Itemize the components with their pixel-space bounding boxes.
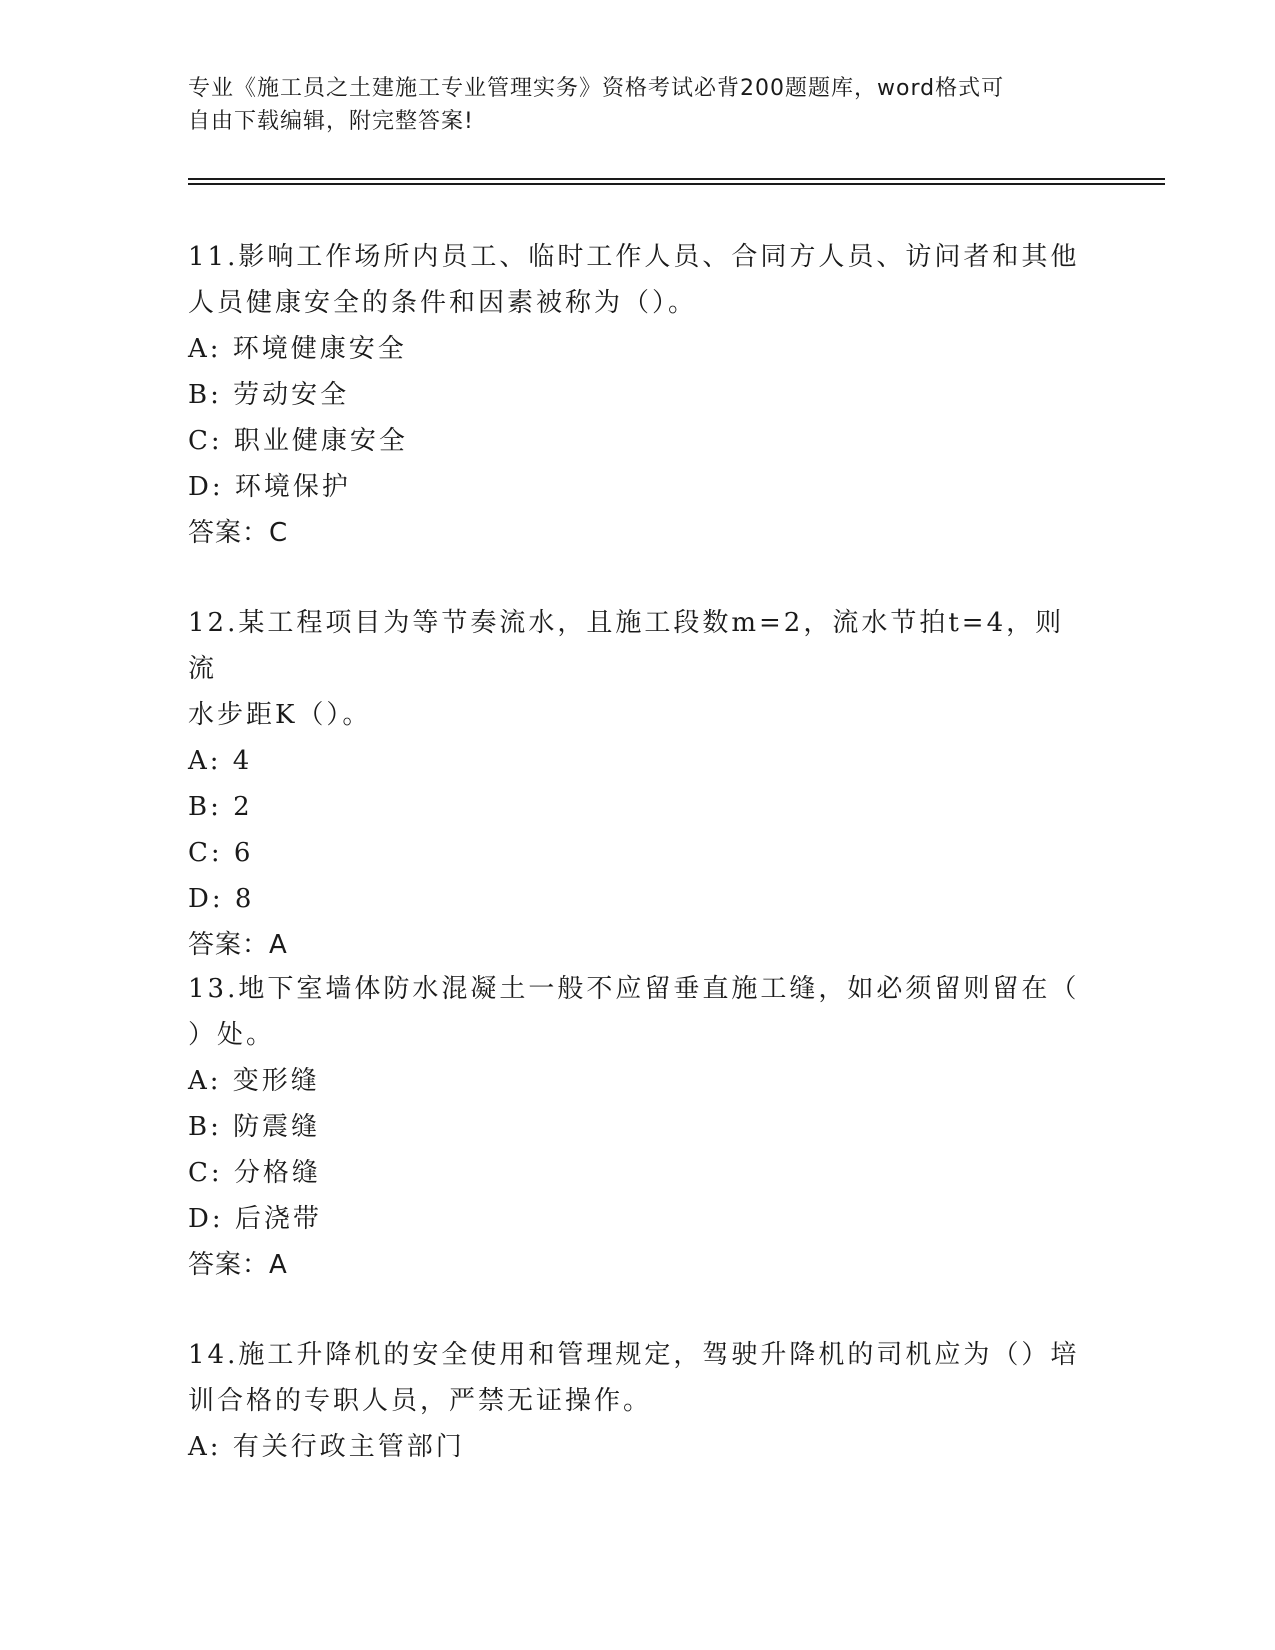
answer: 答案：A xyxy=(188,930,288,960)
option-b: B: 劳动安全 xyxy=(188,380,350,410)
option-c: C: 职业健康安全 xyxy=(188,426,408,456)
question-text-line-2: 人员健康安全的条件和因素被称为（）。 xyxy=(188,288,698,318)
answer: 答案：A xyxy=(188,1250,288,1280)
question-11 xyxy=(188,234,1088,556)
header-divider-top xyxy=(188,178,1165,180)
question-text-line-2: 水步距K（）。 xyxy=(188,700,372,730)
option-a: A: 4 xyxy=(188,746,253,776)
header-title-line-1: 专业《施工员之土建施工专业管理实务》资格考试必背200题题库，word格式可 xyxy=(188,76,1005,101)
question-text-line-2: 训合格的专职人员，严禁无证操作。 xyxy=(188,1386,653,1416)
question-text-line-1: 14.施工升降机的安全使用和管理规定，驾驶升降机的司机应为（）培 xyxy=(188,1340,1080,1370)
option-b: B: 防震缝 xyxy=(188,1112,321,1142)
header-divider-bottom xyxy=(188,183,1165,185)
option-d: D: 后浇带 xyxy=(188,1204,322,1234)
option-b: B: 2 xyxy=(188,792,253,822)
header-title-line-2: 自由下载编辑，附完整答案! xyxy=(188,109,474,134)
question-text-line-1: 12.某工程项目为等节奏流水，且施工段数m=2，流水节拍t=4，则流 xyxy=(188,608,1065,684)
option-c: C: 6 xyxy=(188,838,254,868)
option-a: A: 变形缝 xyxy=(188,1066,320,1096)
answer: 答案：C xyxy=(188,518,289,548)
option-c: C: 分格缝 xyxy=(188,1158,321,1188)
question-13 xyxy=(188,966,1088,1288)
question-text-line-1: 11.影响工作场所内员工、临时工作人员、合同方人员、访问者和其他 xyxy=(188,242,1080,272)
question-text-line-2: ）处。 xyxy=(188,1020,276,1050)
option-d: D: 8 xyxy=(188,884,255,914)
question-12 xyxy=(188,600,1088,968)
document-header xyxy=(188,72,1088,138)
option-a: A: 环境健康安全 xyxy=(188,334,407,364)
option-d: D: 环境保护 xyxy=(188,472,351,502)
option-a: A: 有关行政主管部门 xyxy=(188,1432,465,1462)
question-text-line-1: 13.地下室墙体防水混凝土一般不应留垂直施工缝，如必须留则留在（ xyxy=(188,974,1080,1004)
question-14 xyxy=(188,1332,1088,1470)
